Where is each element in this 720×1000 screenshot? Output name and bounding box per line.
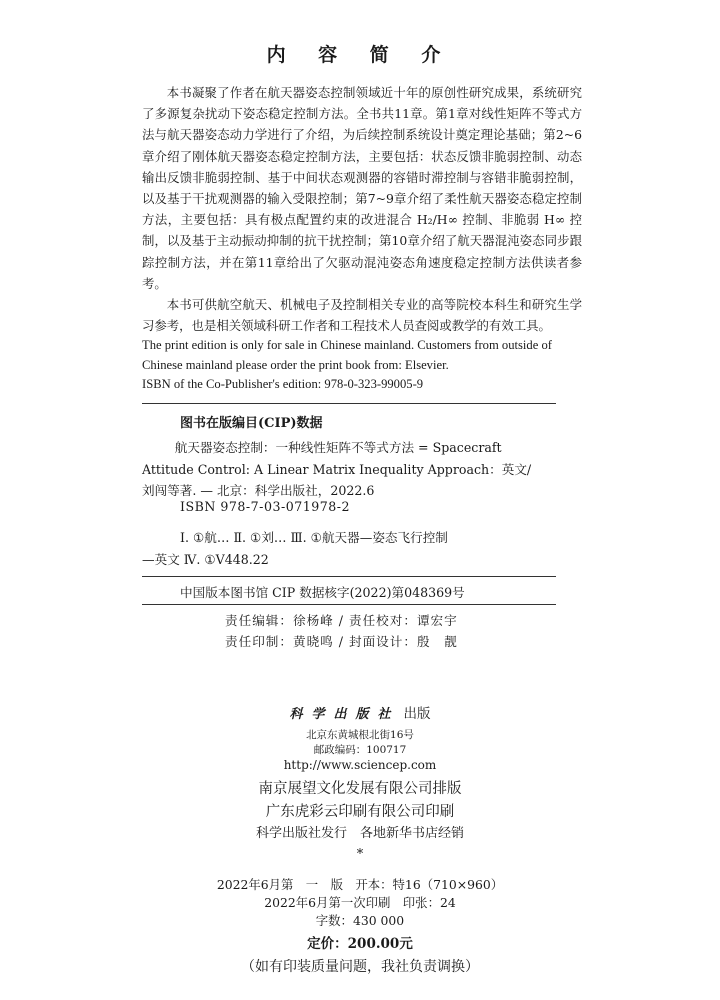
divider-top xyxy=(142,403,556,404)
typesetter: 南京展望文化发展有限公司排版 xyxy=(258,781,462,797)
printer: 广东虎彩云印刷有限公司印刷 xyxy=(265,804,455,820)
separator-star: * xyxy=(356,847,364,862)
cip-line-1: 航天器姿态控制：一种线性矩阵不等式方法 = Spacecraft xyxy=(174,440,502,455)
page-title: 内 容 简 介 xyxy=(266,44,454,66)
cip-isbn: ISBN 978-7-03-071978-2 xyxy=(180,499,351,514)
cip-record-number: 中国版本图书馆 CIP 数据核字(2022)第048369号 xyxy=(180,585,465,600)
publisher-line xyxy=(0,702,720,722)
staff-line-2: 责任印制：黄晓鸣 / 封面设计：殷 靓 xyxy=(225,634,458,649)
edition-info: 2022年6月第 一 版 开本：特16（710×960） xyxy=(216,877,504,892)
english-sales-notice xyxy=(142,336,592,395)
introduction xyxy=(142,82,582,336)
cip-class-line-1: Ⅰ. ①航… Ⅱ. ①刘… Ⅲ. ①航天器—姿态飞行控制 xyxy=(180,530,448,545)
cip-heading: 图书在版编目(CIP)数据 xyxy=(180,416,323,431)
printing-info: 2022年6月第一次印刷 印张：24 xyxy=(264,895,456,910)
co-publisher-isbn: ISBN of the Co-Publisher's edition: 978-0-323-99005-9 xyxy=(142,377,424,392)
publisher-website: http://www.sciencep.com xyxy=(283,758,437,772)
price: 定价：200.00元 xyxy=(307,936,413,952)
intro-paragraph-2: 本书可供航空航天、机械电子及控制相关专业的高等院校本科生和研究生学习参考，也是相关领域科研工作者和工程技术人员查阅或教学的有效工具。 xyxy=(142,297,582,334)
english-notice-line-2: Chinese mainland please order the print book from: Elsevier. xyxy=(142,357,449,372)
publisher-postcode: 邮政编码：100717 xyxy=(313,744,407,756)
publisher-name: 科学出版社 xyxy=(289,707,400,722)
cip-title-block xyxy=(142,437,562,502)
intro-paragraph-1: 本书凝聚了作者在航天器姿态控制领域近十年的原创性研究成果，系统研究了多源复杂扰动下姿态稳定控制方法。全书共11章。第1章对线性矩阵不等式方法与航天器姿态动力学进行了介绍，为后续控制系统设计奠定理论基础；第2~6章介绍了刚体航天器姿态稳定控制方法，主要包括：状态反馈非脆弱控制、动态输出反馈非脆弱控制、基于中间状态观测器的容错时滞控制与容错非脆弱控制，以及基于干扰观测器的输入受限控制；第7~9章介绍了柔性航天器姿态稳定控制方法，主要包括：具有极点配置约束的改进混合 H₂/H∞ 控制、非脆弱 H∞ 控制，以及基于主动振动抑制的抗干扰控制；第10章介绍了航天器混沌姿态同步跟踪控制方法，并在第11章给出了欠驱动混沌姿态角速度稳定控制方法供读者参考。 xyxy=(142,85,582,291)
publisher-suffix: 出版 xyxy=(403,706,431,722)
cip-class-line-2: —英文 Ⅳ. ①V448.22 xyxy=(142,552,269,567)
editorial-staff xyxy=(225,610,565,652)
cip-line-3: 刘闯等著. — 北京：科学出版社，2022.6 xyxy=(142,483,375,498)
word-count: 字数：430 000 xyxy=(315,913,405,928)
english-notice-line-1: The print edition is only for sale in Chinese mainland. Customers from outside of xyxy=(142,338,552,352)
publisher-address: 北京东黄城根北街16号 xyxy=(306,729,414,741)
distribution: 科学出版社发行 各地新华书店经销 xyxy=(255,826,464,841)
defect-notice: （如有印装质量问题，我社负责调换） xyxy=(241,959,479,975)
divider-bottom xyxy=(142,604,556,605)
cip-line-2: Attitude Control: A Linear Matrix Inequality Approach：英文/ xyxy=(142,461,532,477)
divider-middle xyxy=(142,576,556,577)
staff-line-1: 责任编辑：徐杨峰 / 责任校对：谭宏宇 xyxy=(225,613,458,628)
cip-classification xyxy=(142,527,562,571)
